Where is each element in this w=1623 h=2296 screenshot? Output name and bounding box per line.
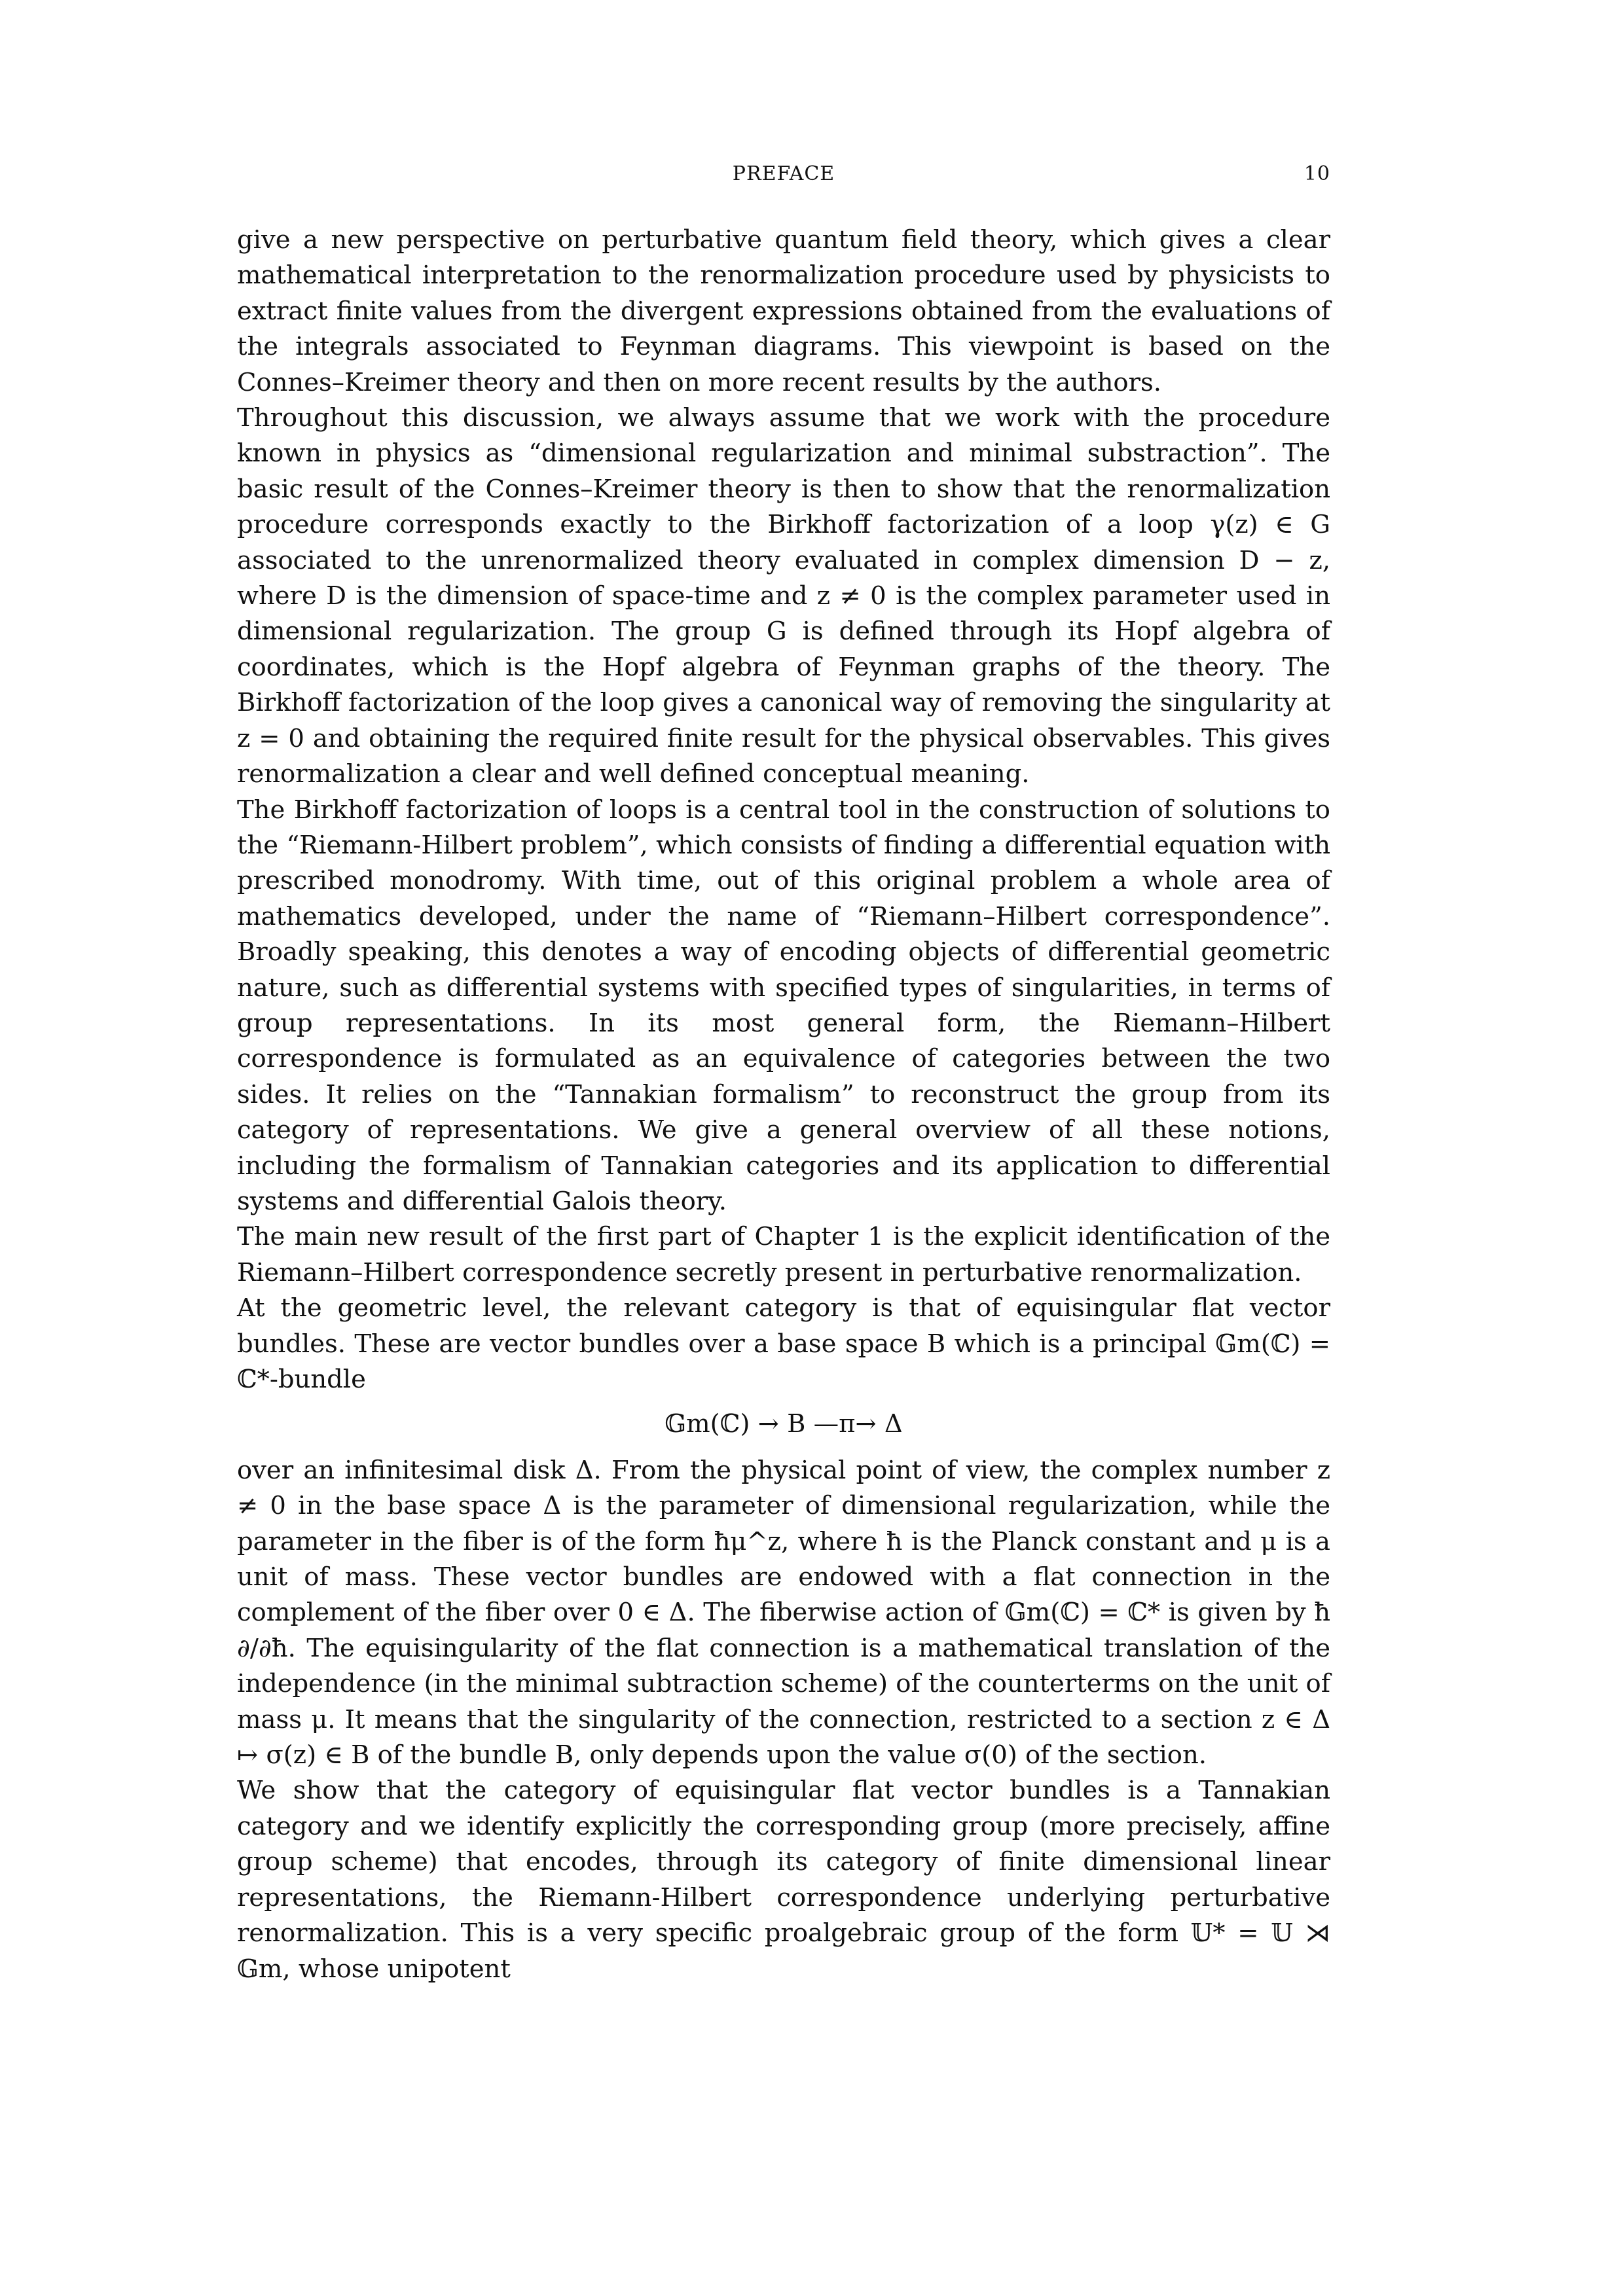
paragraph-1-text: give a new perspective on perturbative quantum field theory, which gives a clear mathematical interpretation to the renormalization procedure used by physicists to extract finite values from the divergent expressions obtained from the evaluations of the integrals associated to Feynman diagrams. This viewpoint is based on the Connes–Kreimer theory and then on more recent results by the authors. [237,225,1330,397]
page-number: 10 [1304,162,1330,185]
paragraph-2 [237,401,1330,792]
paragraph-5b-text: over an infinitesimal disk Δ. From the physical point of view, the complex number z ≠ 0 in the base space Δ is the parameter of dimensional regularization, while the parameter in the fiber is of the form ħμ^z, where ħ is the Planck constant and μ is a unit of mass. These vector bundles are endowed with a flat connection in the complement of the fiber over 0 ∈ Δ. The fiberwise action of 𝔾m(ℂ) = ℂ* is given by ħ ∂/∂ħ. The equisingularity of the flat connection is a mathematical translation of the independence (in the minimal subtraction scheme) of the counterterms on the unit of mass μ. It means that the singularity of the connection, restricted to a section z ∈ Δ ↦ σ(z) ∈ B of the bundle B, only depends upon the value σ(0) of the section. [237,1455,1330,1770]
main-text [237,223,1330,1987]
paragraph-5b [237,1453,1330,1774]
paragraph-2-text: Throughout this discussion, we always assume that we work with the procedure known in physics as “dimensional regularization and minimal substraction”. The basic result of the Connes–Kreimer theory is then to show that the renormalization procedure corresponds exactly to the Birkhoff factorization of a loop γ(z) ∈ G associated to the unrenormalized theory evaluated in complex dimension D − z, where D is the dimension of space-time and z ≠ 0 is the complex parameter used in dimensional regularization. The group G is defined through its Hopf algebra of coordinates, which is the Hopf algebra of Feynman graphs of the theory. The Birkhoff factorization of the loop gives a canonical way of removing the singularity at z = 0 and obtaining the required finite result for the physical observables. This gives renormalization a clear and well defined conceptual meaning. [237,403,1330,789]
paragraph-3 [237,793,1330,1220]
paragraph-1 [237,223,1330,401]
paragraph-6 [237,1773,1330,1986]
paragraph-3-text: The Birkhoff factorization of loops is a central tool in the construction of solutions to the “Riemann-Hilbert problem”, which consists of finding a differential equation with prescribed monodromy. With time, out of this original problem a whole area of mathematics developed, under the name of “Riemann–Hilbert correspondence”. Broadly speaking, this denotes a way of encoding objects of differential geometric nature, such as differential systems with specified types of singularities, in terms of group representations. In its most general form, the Riemann–Hilbert correspondence is formulated as an equivalence of categories between the two sides. It relies on the “Tannakian formalism” to reconstruct the group from its category of representations. We give a general overview of all these notions, including the formalism of Tannakian categories and its application to differential systems and differential Galois theory. [237,795,1330,1216]
paragraph-4-text: The main new result of the first part of Chapter 1 is the explicit identification of the Riemann–Hilbert correspondence secretly present in perturbative renormalization. [237,1222,1330,1287]
paragraph-5a [237,1291,1330,1397]
display-equation-text: 𝔾m(ℂ) → B —π→ Δ [665,1409,903,1439]
paragraph-6-text: We show that the category of equisingular flat vector bundles is a Tannakian category and we identify explicitly the corresponding group (more precisely, affine group scheme) that encodes, through its category of finite dimensional linear representations, the Riemann-Hilbert correspondence underlying perturbative renormalization. This is a very specific proalgebraic group of the form 𝕌* = 𝕌 ⋊ 𝔾m, whose unipotent [237,1776,1330,1984]
running-header [237,156,1330,195]
paragraph-5a-text: At the geometric level, the relevant category is that of equisingular flat vector bundles. These are vector bundles over a base space B which is a principal 𝔾m(ℂ) = ℂ*-bundle [237,1293,1330,1394]
paragraph-4 [237,1219,1330,1291]
display-equation [237,1407,1330,1442]
running-title: PREFACE [732,162,835,185]
